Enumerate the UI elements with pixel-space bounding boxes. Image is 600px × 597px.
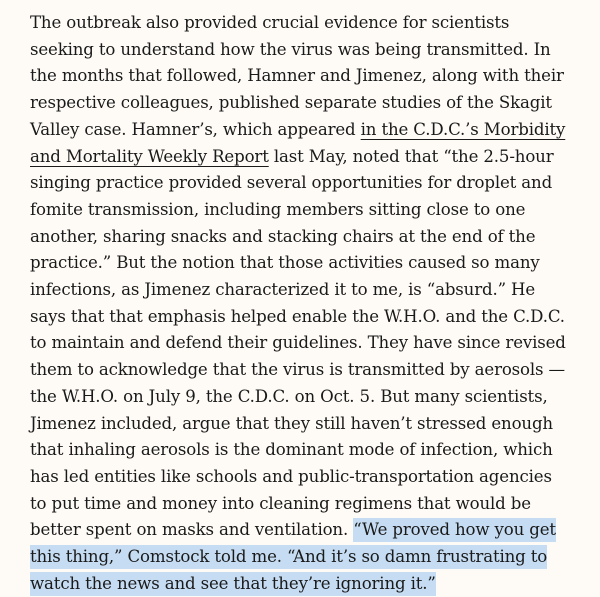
text-line: the W.H.O. on July 9, the C.D.C. on Oct. 5. But many scientists, <box>30 386 548 406</box>
text-line: infections, as Jimenez characterized it to me, is “absurd.” He <box>30 280 536 300</box>
text-line <box>30 517 600 544</box>
text-line: them to acknowledge that the virus is transmitted by aerosols — <box>30 360 565 380</box>
text-segment: better spent on masks and ventilation. <box>30 520 354 540</box>
text-segment: Valley case. Hamner’s, which appeared <box>30 119 361 139</box>
text-line: seeking to understand how the virus was being transmitted. In <box>30 39 551 59</box>
highlighted-quote: “We proved how you get <box>353 518 556 542</box>
text-line <box>30 571 600 597</box>
mmwr-report-link-continued[interactable]: and Mortality Weekly Report <box>30 146 269 166</box>
text-line: another, sharing snacks and stacking chairs at the end of the <box>30 226 536 246</box>
text-line: practice.” But the notion that those activities caused so many <box>30 253 540 273</box>
text-line: that inhaling aerosols is the dominant mode of infection, which <box>30 440 553 460</box>
text-line: to maintain and defend their guidelines. They have since revised <box>30 333 566 353</box>
text-line <box>30 544 600 571</box>
text-line <box>30 117 600 144</box>
text-segment: last May, noted that “the 2.5-hour <box>268 146 554 166</box>
text-line: Jimenez included, argue that they still haven’t stressed enough <box>30 413 553 433</box>
text-line: respective colleagues, published separate studies of the Skagit <box>30 93 552 113</box>
text-line: The outbreak also provided crucial evidence for scientists <box>30 13 510 32</box>
highlighted-quote: watch the news and see that they’re ignoring it.” <box>30 572 436 596</box>
text-line: fomite transmission, including members sitting close to one <box>30 199 526 219</box>
mmwr-report-link[interactable]: in the C.D.C.’s Morbidity <box>360 119 566 139</box>
text-line: has led entities like schools and public-transportation agencies <box>30 466 552 486</box>
text-line <box>30 144 600 171</box>
text-line: the months that followed, Hamner and Jimenez, along with their <box>30 66 564 86</box>
article-paragraph <box>30 10 600 597</box>
text-line: singing practice provided several opportunities for droplet and <box>30 173 553 193</box>
highlighted-quote: this thing,” Comstock told me. “And it’s so damn frustrating to <box>30 545 547 569</box>
text-line: says that that emphasis helped enable the W.H.O. and the C.D.C. <box>30 306 565 326</box>
text-line: to put time and money into cleaning regimens that would be <box>30 493 531 513</box>
